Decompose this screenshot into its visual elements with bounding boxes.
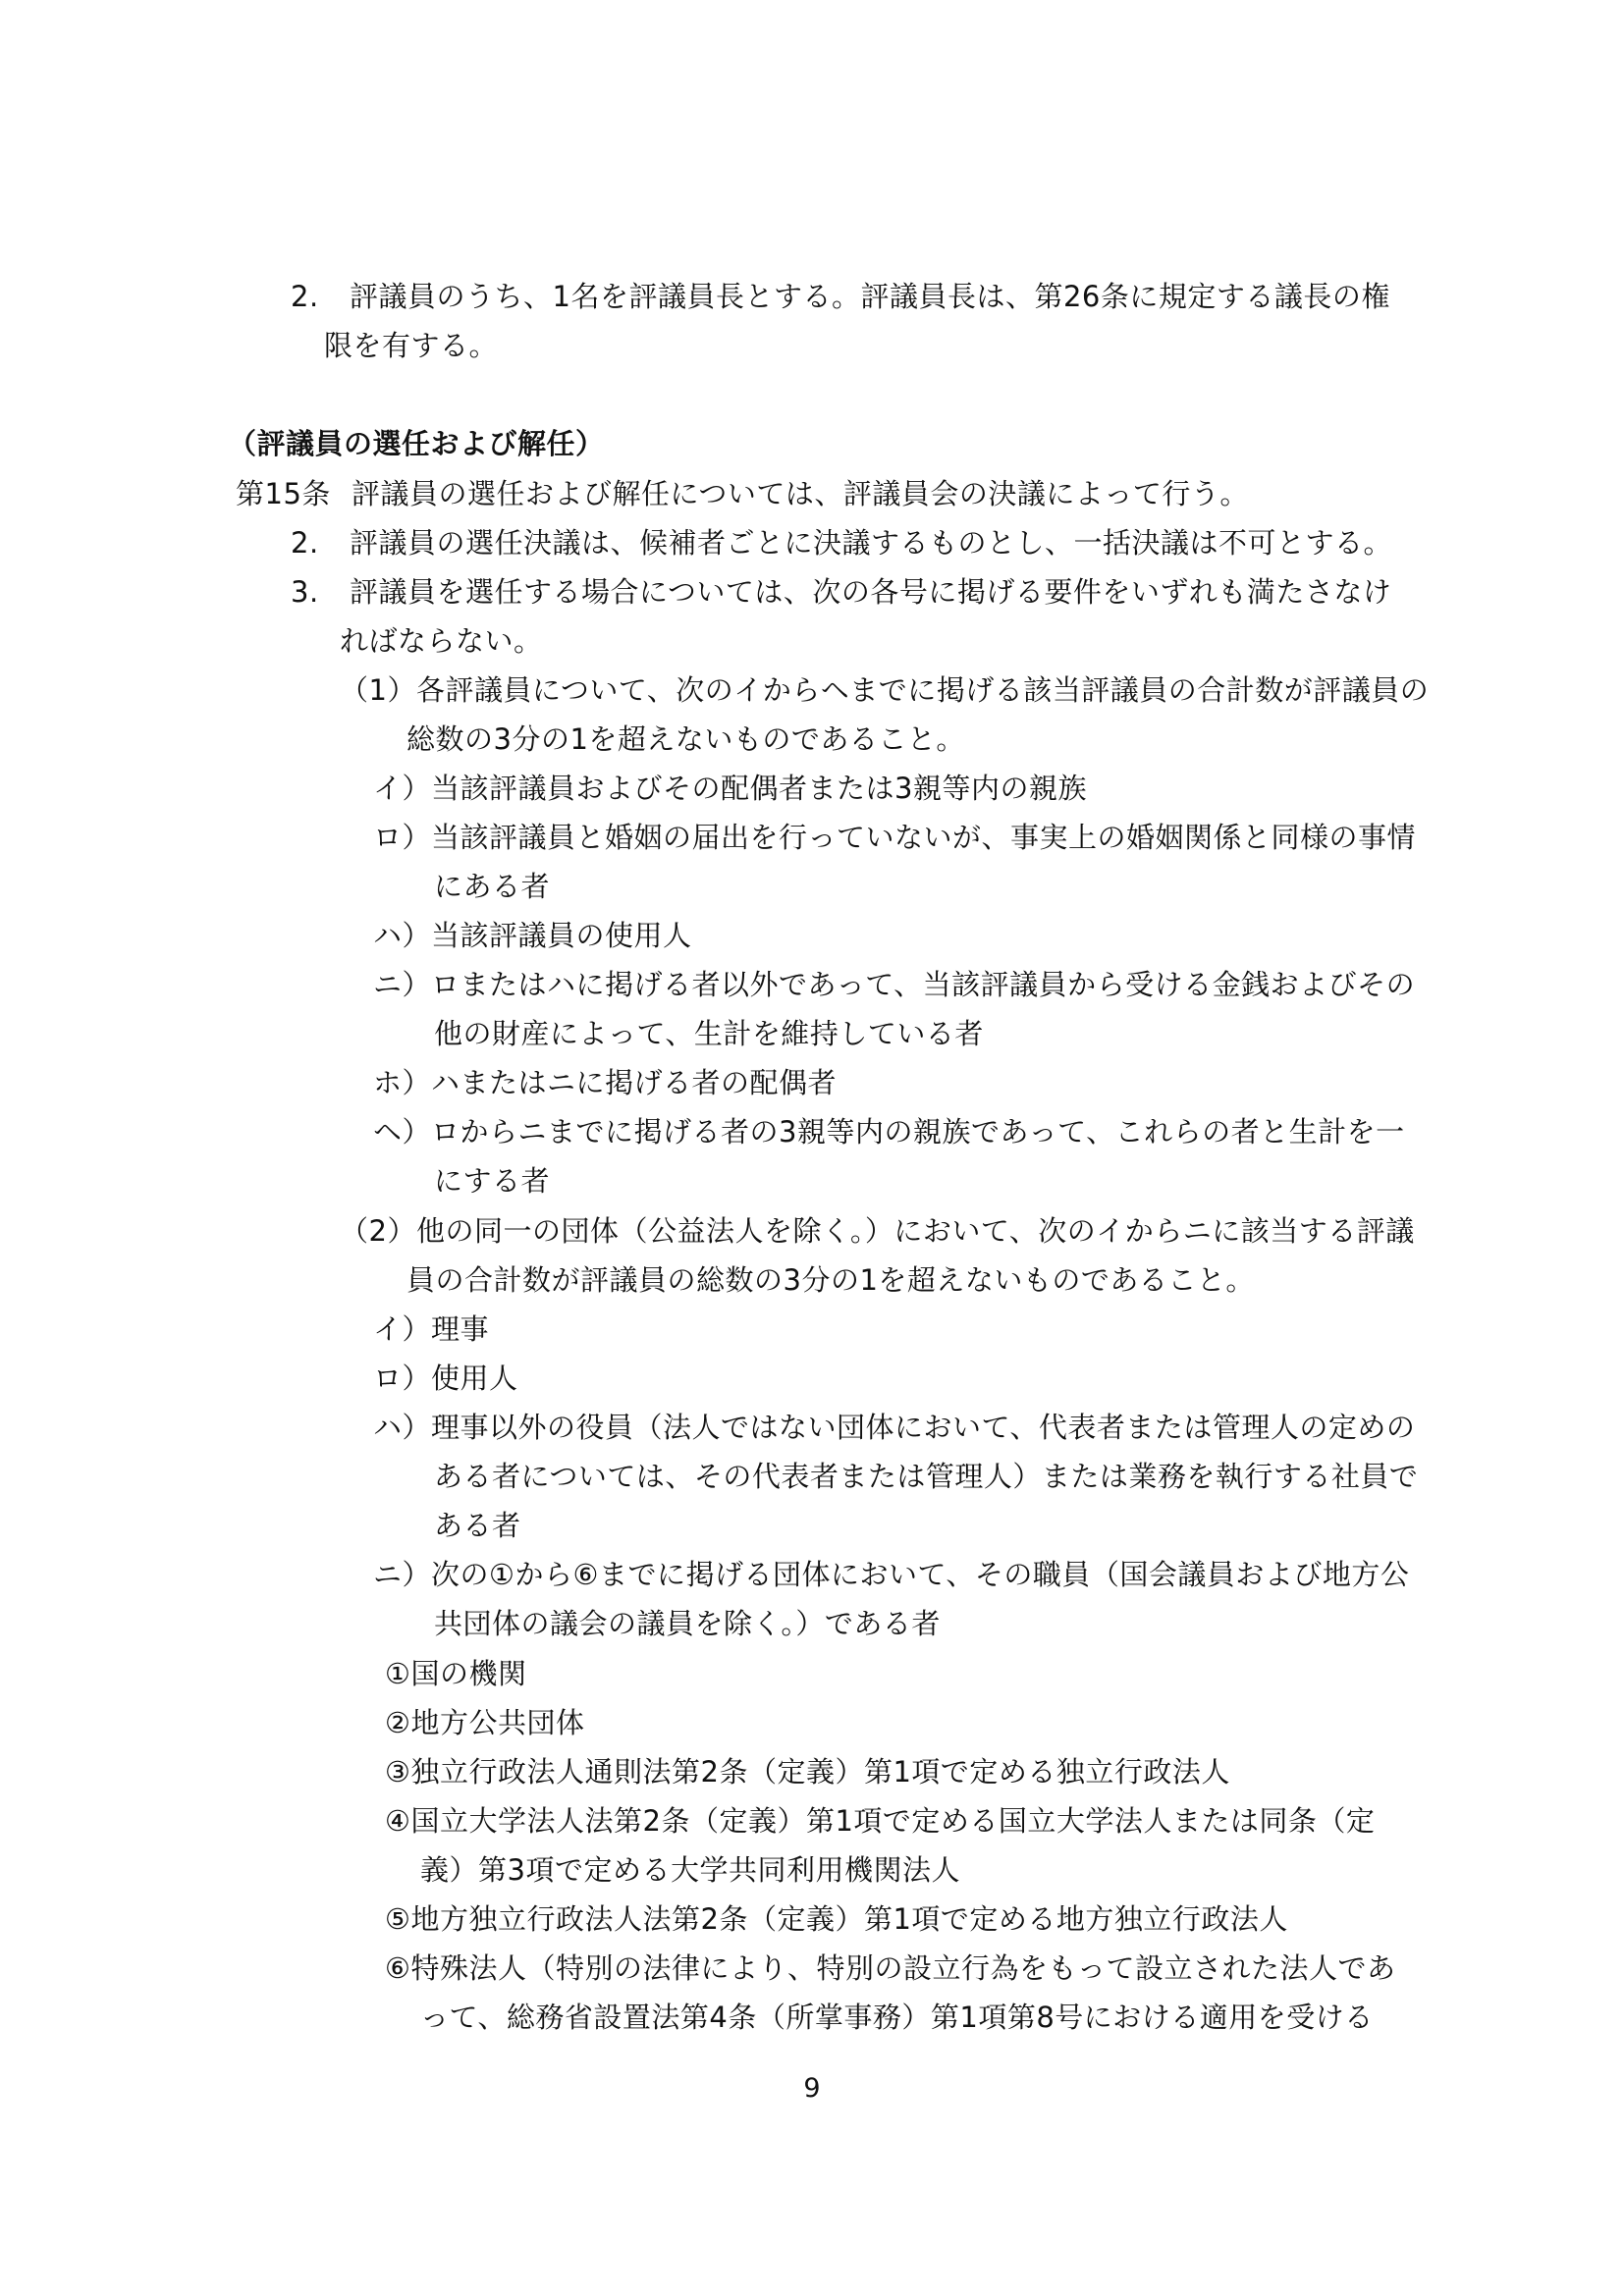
list-item-he-continuation: にする者 — [434, 1164, 551, 1198]
list-item-ro: ロ）使用人 — [373, 1362, 518, 1395]
paragraph-item-2 — [291, 277, 1390, 316]
list-item-he: ヘ）ロからニまでに掲げる者の3親等内の親族であって、これらの者と生計を一 — [373, 1115, 1405, 1148]
circled-item-4-continuation: 義）第3項で定める大学共同利用機関法人 — [420, 1853, 960, 1887]
list-item-ho: ホ）ハまたはニに掲げる者の配偶者 — [373, 1066, 838, 1099]
subitem-1-continuation: 総数の3分の1を超えないものであること。 — [406, 722, 965, 756]
item-number: 2. — [291, 280, 319, 313]
circled-item-6-continuation: って、総務省設置法第4条（所掌事務）第1項第8号における適用を受ける — [420, 2001, 1374, 2034]
list-item-ha: ハ）理事以外の役員（法人ではない団体において、代表者または管理人の定めの — [373, 1411, 1416, 1444]
circled-item-6: ⑥特殊法人（特別の法律により、特別の設立行為をもって設立された法人であ — [385, 1951, 1396, 1985]
paragraph-text: 評議員を選任する場合については、次の各号に掲げる要件をいずれも満たさなけ — [350, 575, 1392, 609]
paragraph-text: 評議員のうち、1名を評議員長とする。評議員長は、第26条に規定する議長の権 — [350, 280, 1390, 313]
list-item-i: イ）理事 — [373, 1312, 490, 1346]
item-number: 3. — [291, 575, 319, 609]
section-heading: （評議員の選任および解任） — [228, 427, 605, 460]
paragraph-item-3 — [291, 572, 1391, 612]
paragraph-text: 評議員の選任決議は、候補者ごとに決議するものとし、一括決議は不可とする。 — [350, 526, 1393, 560]
list-item-ha-continuation: ある者については、その代表者または管理人）または業務を執行する社員で — [434, 1460, 1419, 1493]
subitem-2-continuation: 員の合計数が評議員の総数の3分の1を超えないものであること。 — [406, 1263, 1255, 1297]
list-item-ni: ニ）次の①から⑥までに掲げる団体において、その職員（国会議員および地方公 — [373, 1558, 1410, 1591]
article-text: 評議員の選任および解任については、評議員会の決議によって行う。 — [352, 477, 1249, 510]
list-item-ro: ロ）当該評議員と婚姻の届出を行っていないが、事実上の婚姻関係と同様の事情 — [373, 821, 1417, 854]
subitem-2: （2）他の同一の団体（公益法人を除く。）において、次のイからニに該当する評議 — [340, 1214, 1415, 1248]
list-item-ro-continuation: にある者 — [434, 870, 551, 903]
article-15 — [236, 474, 1249, 513]
list-item-ha-continuation: ある者 — [434, 1509, 521, 1542]
list-item-ni: ニ）ロまたはハに掲げる者以外であって、当該評議員から受ける金銭およびその — [373, 968, 1416, 1001]
circled-item-2: ②地方公共団体 — [385, 1706, 585, 1739]
article-number: 第15条 — [236, 477, 331, 510]
page-number: 9 — [803, 2073, 821, 2104]
list-item-ni-continuation: 他の財産によって、生計を維持している者 — [434, 1017, 984, 1050]
circled-item-5: ⑤地方独立行政法人法第2条（定義）第1項で定める地方独立行政法人 — [385, 1902, 1288, 1936]
paragraph-text-continuation: ればならない。 — [340, 624, 543, 658]
list-item-i: イ）当該評議員およびその配偶者または3親等内の親族 — [373, 772, 1087, 805]
list-item-ha: ハ）当該評議員の使用人 — [373, 919, 692, 952]
subitem-1: （1）各評議員について、次のイからヘまでに掲げる該当評議員の合計数が評議員の — [340, 673, 1430, 707]
paragraph-item-2 — [291, 523, 1392, 562]
paragraph-text-continuation: 限を有する。 — [324, 329, 499, 362]
circled-item-3: ③独立行政法人通則法第2条（定義）第1項で定める独立行政法人 — [385, 1755, 1230, 1789]
list-item-ni-continuation: 共団体の議会の議員を除く。）である者 — [434, 1607, 941, 1640]
item-number: 2. — [291, 526, 319, 560]
circled-item-4: ④国立大学法人法第2条（定義）第1項で定める国立大学法人または同条（定 — [385, 1804, 1376, 1838]
circled-item-1: ①国の機関 — [385, 1657, 527, 1690]
